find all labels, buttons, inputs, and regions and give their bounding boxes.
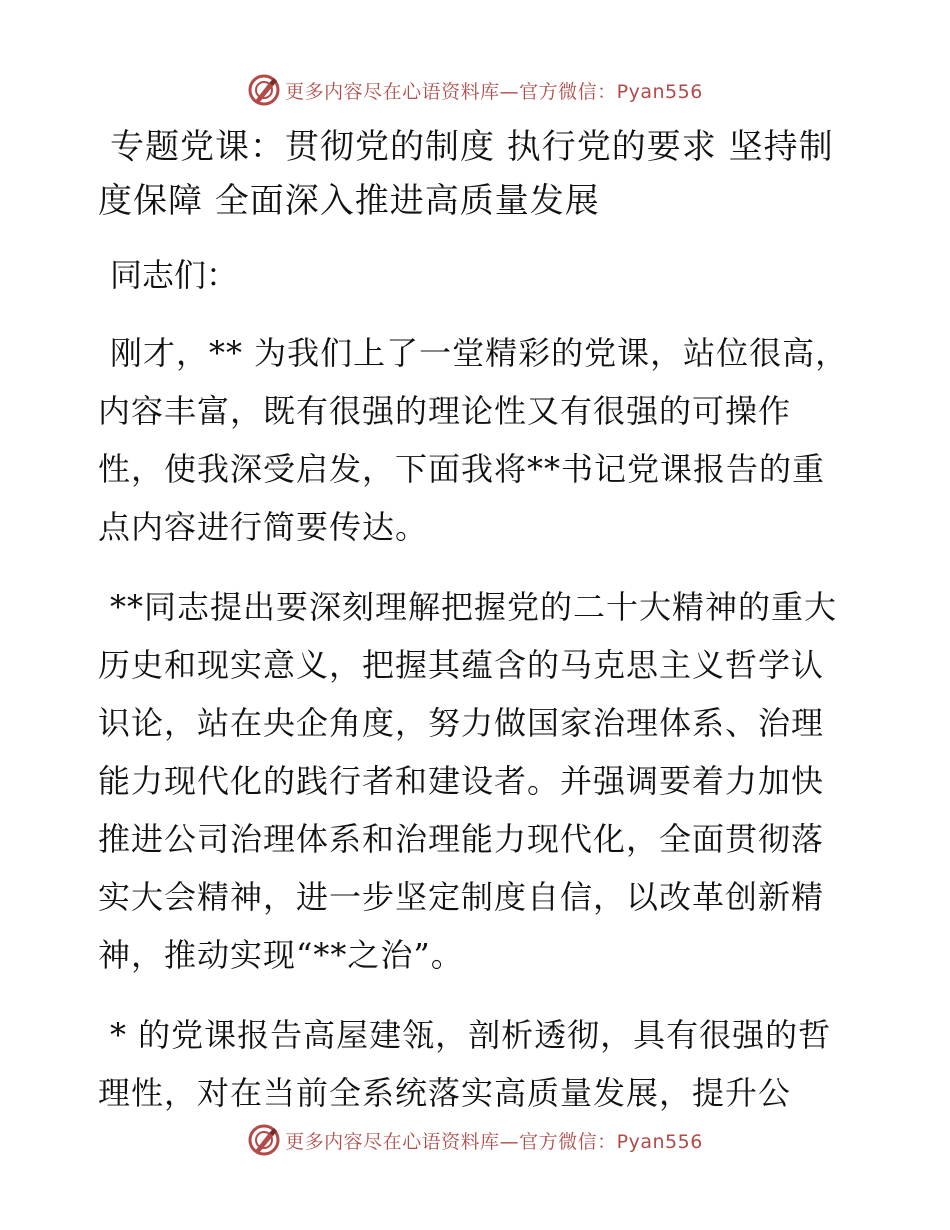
title-line-1: 专题党课：贯彻党的制度 执行党的要求 坚持制 [110,127,834,167]
pen-logo-icon [247,1123,281,1157]
document-title [98,120,850,228]
watermark-text: 更多内容尽在心语资料库—官方微信：Pyan556 [285,80,703,103]
title-line-2: 度保障 全面深入推进高质量发展 [98,181,600,221]
document-body [98,120,850,1122]
paragraph-2: **同志提出要深刻理解把握党的二十大精神的重大历史和现实意义，把握其蕴含的马克思主义哲学认识论，站在央企角度，努力做国家治理体系、治理能力现代化的践行者和建设者。并强调要着力加快推进公司治理体系和治理能力现代化，全面贯彻落实大会精神，进一步坚定制度自信，以改革创新精神，推动实现“**之治”。 [98,588,838,974]
watermark-footer [0,1120,950,1160]
paragraph-3: * 的党课报告高屋建瓴，剖析透彻，具有很强的哲理性，对在当前全系统落实高质量发展，提升公 [98,1016,832,1112]
watermark-header [0,70,950,110]
salutation: 同志们： [110,256,239,294]
pen-logo-icon [247,73,281,107]
watermark-text: 更多内容尽在心语资料库—官方微信：Pyan556 [285,1130,703,1153]
paragraph-1: 刚才，** 为我们上了一堂精彩的党课，站位很高，内容丰富，既有很强的理论性又有很强的可操作性，使我深受启发，下面我将**书记党课报告的重点内容进行简要传达。 [98,334,849,546]
